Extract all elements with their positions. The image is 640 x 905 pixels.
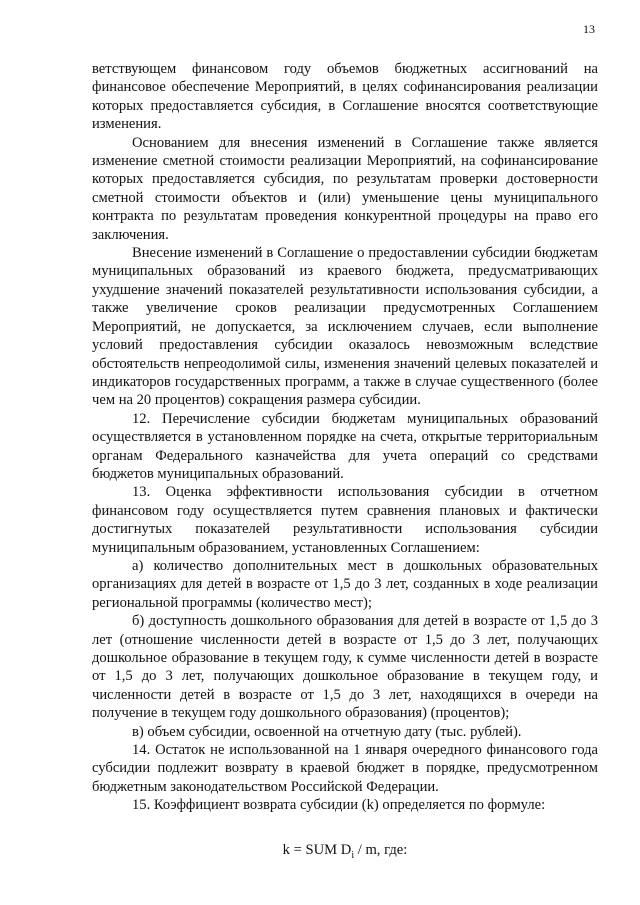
formula — [92, 841, 598, 865]
document-body — [92, 60, 598, 865]
paragraph-item-13v: в) объем субсидии, освоенной на отчетную дату (тыс. рублей). — [132, 723, 522, 740]
paragraph-continuation: ветствующем финансовом году объемов бюджетных ассигнований на финансовое обеспечение Мероприятий, в целях софинансирования реализации которых предоставляется субсидия, в Соглашение вносятся соответствующие изменения. — [92, 61, 598, 133]
paragraph-item-12: 12. Перечисление субсидии бюджетам муниципальных образований осуществляется в установленном порядке на счета, открытые территориальным органам Федерального казначейства для учета операций со средствами бюджетов муниципальных образований. — [92, 410, 598, 482]
paragraph-amendment-basis: Основанием для внесения изменений в Соглашение также является изменение сметной стоимости реализации Мероприятий, на софинансирование которых предоставляется субсидия, по результатам проверки достоверности сметной стоимости объектов и (или) уменьшение цены муниципального контракта по результатам проведения конкурентной процедуры на право его заключения. — [92, 134, 598, 243]
paragraph-amendment-restrictions: Внесение изменений в Соглашение о предоставлении субсидии бюджетам муниципальных образований из краевого бюджета, предусматривающих ухудшение значений показателей результативности использования субсидии, а также увеличение сроков реализации предусмотренных Соглашением Мероприятий, не допускается, за исключением случаев, если выполнение условий предоставления субсидии оказалось невозможным вследствие обстоятельств непреодолимой силы, изменения значений целевых показателей и индикаторов государственных программ, а также в случае существенного (более чем на 20 процентов) сокращения размера субсидии. — [92, 245, 598, 409]
formula-subscript: i — [351, 849, 355, 861]
paragraph-item-13b: б) доступность дошкольного образования для детей в возрасте от 1,5 до 3 лет (отношение численности детей в возрасте от 1,5 до 3 лет, получающих дошкольное образование в текущем году, к сумме численности детей в возрасте от 1,5 до 3 лет, получающих дошкольное образование в текущем году, и численности детей в возрасте от 1,5 до 3 лет, находящихся в очереди на получение в текущем году дошкольного образования) (процентов); — [92, 613, 598, 722]
formula-lhs: k = SUM D — [282, 841, 352, 858]
paragraph-item-15: 15. Коэффициент возврата субсидии (k) определяется по формуле: — [132, 797, 546, 814]
formula-rhs: / m, где: — [354, 841, 408, 858]
paragraph-item-13: 13. Оценка эффективности использования субсидии в отчетном финансовом году осуществляется путем сравнения плановых и фактически достигнутых показателей результативности использования субсидии муниципальным образованием, установленных Соглашением: — [92, 484, 598, 556]
paragraph-item-13a: а) количество дополнительных мест в дошкольных образовательных организациях для детей в возрасте от 1,5 до 3 лет, созданных в ходе реализации региональной программы (количество мест); — [92, 557, 598, 611]
page-number: 13 — [583, 22, 595, 36]
paragraph-item-14: 14. Остаток не использованной на 1 января очередного финансового года субсидии подлежит возврату в краевой бюджет в порядке, предусмотренном бюджетным законодательством Российской Федерации. — [92, 742, 598, 795]
